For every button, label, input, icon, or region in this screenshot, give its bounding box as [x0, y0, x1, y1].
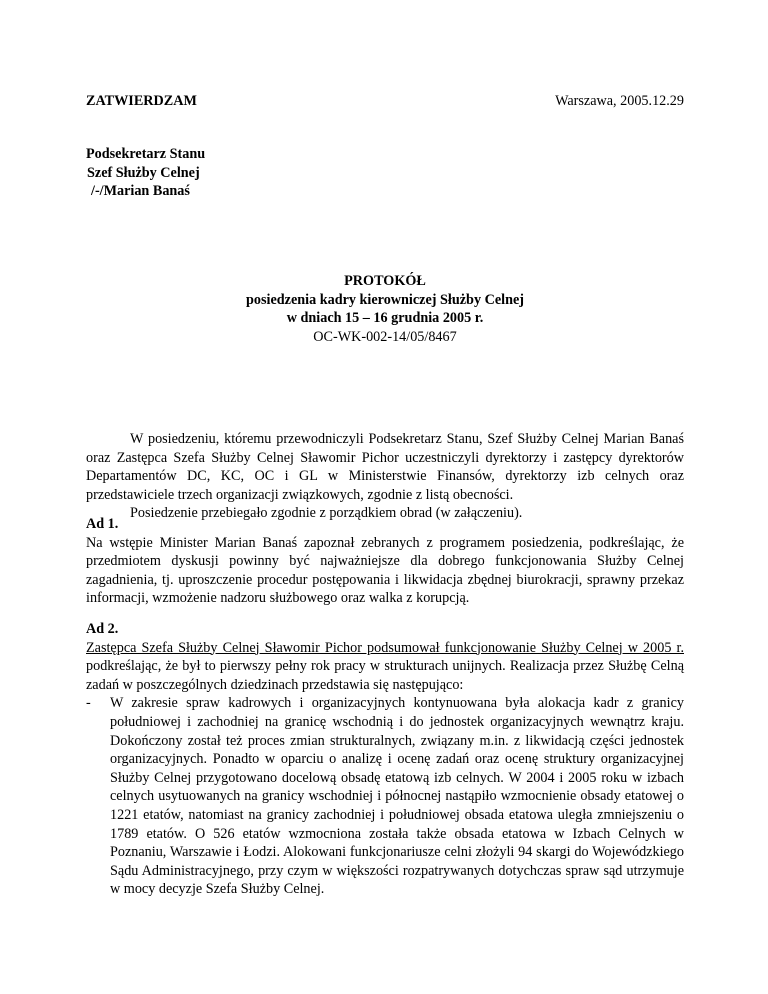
bullet-marker: - [86, 695, 91, 712]
ad2-section [86, 620, 684, 899]
signature-function: Szef Służby Celnej [87, 164, 200, 181]
list-item [86, 694, 684, 899]
approval-label: ZATWIERDZAM [86, 93, 197, 109]
ad2-underlined-text: Zastępca Szefa Służby Celnej Sławomir Pichor podsumował funkcjonowanie Służby Celnej w 2005 r. [86, 639, 684, 656]
signature-block [86, 145, 205, 201]
ad1-section [86, 515, 684, 608]
bullet-text: W zakresie spraw kadrowych i organizacyjnych kontynuowana była alokacja kadr z granicy południowej i zachodniej na granicę wschodnią i do jednostek organizacyjnych wewnątrz kraju. Dokończony został też proces zmian strukturalnych, związany m.in. z likwidacją części jednostek organizacyjnych. Ponadto w oparciu o analizę i ocenę zadań oraz ocenę struktury organizacyjnej Służby Celnej przygotowano docelową obsadę etatową izb celnych. W 2004 i 2005 roku w izbach celnych usytuowanych na granicy wschodniej i północnej nastąpiło wzmocnienie obsady etatowej o 1221 etatów, natomiast na granicy zachodniej i południowej obsada etatowa uległa zmniejszeniu o 1789 etatów. O 526 etatów wzmocniona została także obsada etatowa w Izbach Celnych w Poznaniu, Warszawie i Łodzi. Alokowani funkcjonariusze celni złożyli 94 skargi do Wojewódzkiego Sądu Administracyjnego, przy czym w większości rozpatrywanych dotychczas spraw sąd utrzymuje w mocy decyzje Szefa Służby Celnej. [110, 695, 684, 898]
signature-position: Podsekretarz Stanu [86, 146, 206, 162]
ad1-paragraph: Na wstępie Minister Marian Banaś zapoznał zebranych z programem posiedzenia, podkreślając, że przedmiotem dyskusji powinny być najważniejsze dla dobrego funkcjonowania Służby Celnej zagadnienia, tj. uproszczenie procedur postępowania i likwidacja zbędnej biurokracji, sprawny przekaz informacji, wzmożenie nadzoru służbowego oraz walka z korupcją. [86, 534, 684, 607]
ad2-text: podkreślając, że był to pierwszy pełny rok pracy w strukturach unijnych. Realizacja przez Służbę Celną zadań w poszczególnych dziedzinach przedstawia się następująco: [86, 658, 684, 693]
document-reference: OC-WK-002-14/05/8467 [313, 328, 457, 345]
document-dates: w dniach 15 – 16 grudnia 2005 r. [286, 310, 484, 327]
ad2-paragraph [86, 639, 684, 695]
document-title-block [86, 272, 684, 346]
place-date: Warszawa, 2005.12.29 [555, 93, 684, 109]
ad2-heading: Ad 2. [86, 621, 119, 637]
document-title: PROTOKÓŁ [344, 273, 426, 289]
intro-paragraph: W posiedzeniu, któremu przewodniczyli Podsekretarz Stanu, Szef Służby Celnej Marian Banaś oraz Zastępca Szefa Służby Celnej Sławomir Pichor uczestniczyli dyrektorzy i zastępcy dyrektorów Departamentów DC, KC, OC i GL w Ministerstwie Finansów, dyrektorzy izb celnych oraz przedstawiciele trzech organizacji związkowych, zgodnie z listą obecności. [86, 431, 684, 503]
agenda-paragraph: Posiedzenie przebiegało zgodnie z porządkiem obrad (w załączeniu). [130, 505, 523, 522]
intro-section [86, 430, 684, 523]
signature-name: /-/Marian Banaś [91, 183, 190, 200]
ad1-heading: Ad 1. [86, 516, 119, 532]
document-subtitle: posiedzenia kadry kierowniczej Służby Celnej [246, 291, 524, 308]
